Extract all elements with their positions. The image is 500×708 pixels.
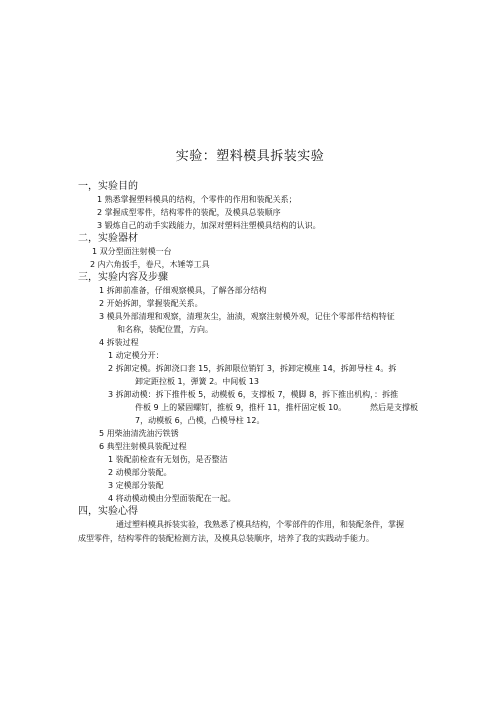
sub-list-item: 3 定模部分装配: [108, 481, 164, 490]
sub-list-item-continued: 7，动模板 6，凸模，凸模导柱 12。: [135, 416, 265, 425]
section-heading-steps: 三，实验内容及步骤: [78, 272, 168, 283]
list-item: 5 用柴油清洗油污铁锈: [99, 429, 179, 438]
list-item: 2 内六角扳手，卷尺，木锤等工具: [90, 260, 210, 269]
list-item: 6 典型注射模具装配过程: [99, 442, 187, 451]
list-item: 4 拆装过程: [99, 338, 139, 347]
sub-list-item: 1 动定模分开：: [108, 351, 164, 360]
list-item: 2 开始拆卸，掌握装配关系。: [99, 299, 203, 308]
list-item: 2 掌握成型零件，结构零件的装配，及模具总装顺序: [97, 208, 281, 217]
section-heading-purpose: 一，实验目的: [78, 181, 138, 192]
list-item: 3 锻炼自己的动手实践能力，加深对塑料注塑模具结构的认识。: [97, 221, 321, 230]
reflection-paragraph-line: 成型零件，结构零件的装配检测方法，及模具总装顺序，培养了我的实践动手能力。: [78, 534, 374, 543]
sub-list-item-continued: 件板 9 上的紧固螺钉，推板 9，推杆 11，推杆固定板 10。: [135, 403, 347, 412]
sub-list-item: 1 装配前检查有无划伤，是否整洁: [108, 455, 228, 464]
reflection-paragraph-line: 通过塑料模具拆装实验，我熟悉了模具结构，个零部件的作用，和装配条件，掌握: [116, 520, 404, 529]
list-item: 3 模具外部清理和观察，清理灰尘，油渍，观察注射模外观，记住个零部件结构特征: [99, 312, 395, 321]
list-item: 1 双分型面注射模一台: [92, 247, 172, 256]
section-heading-reflection: 四，实验心得: [78, 506, 138, 517]
list-item: 1 熟悉掌握塑料模具的结构，个零件的作用和装配关系；: [97, 195, 297, 204]
sub-list-item: 2 动模部分装配。: [108, 468, 172, 477]
sub-list-item-continued: 然后是支撑板: [370, 403, 418, 412]
list-item: 1 拆卸前准备，仔细观察模具，了解各部分结构: [99, 286, 267, 295]
section-heading-equipment: 二，实验器材: [78, 233, 138, 244]
page-title: 实验：塑料模具拆装实验: [175, 149, 325, 164]
sub-list-item: 2 拆卸定模。拆卸浇口套 15，拆卸限位销钉 3，拆卸定模座 14，拆卸导柱 4。拆: [108, 364, 397, 373]
sub-list-item: 4 将动模动模由分型面装配在一起。: [108, 494, 236, 503]
list-item-continued: 和名称，装配位置，方向。: [117, 325, 213, 334]
sub-list-item-continued: 卸定距拉板 1，弹簧 2。中间板 13: [135, 377, 259, 386]
sub-list-item: 3 拆卸动模：拆下推件板 5，动模板 6，支撑板 7，模脚 8，拆下推出机构，：拆推: [108, 390, 399, 399]
